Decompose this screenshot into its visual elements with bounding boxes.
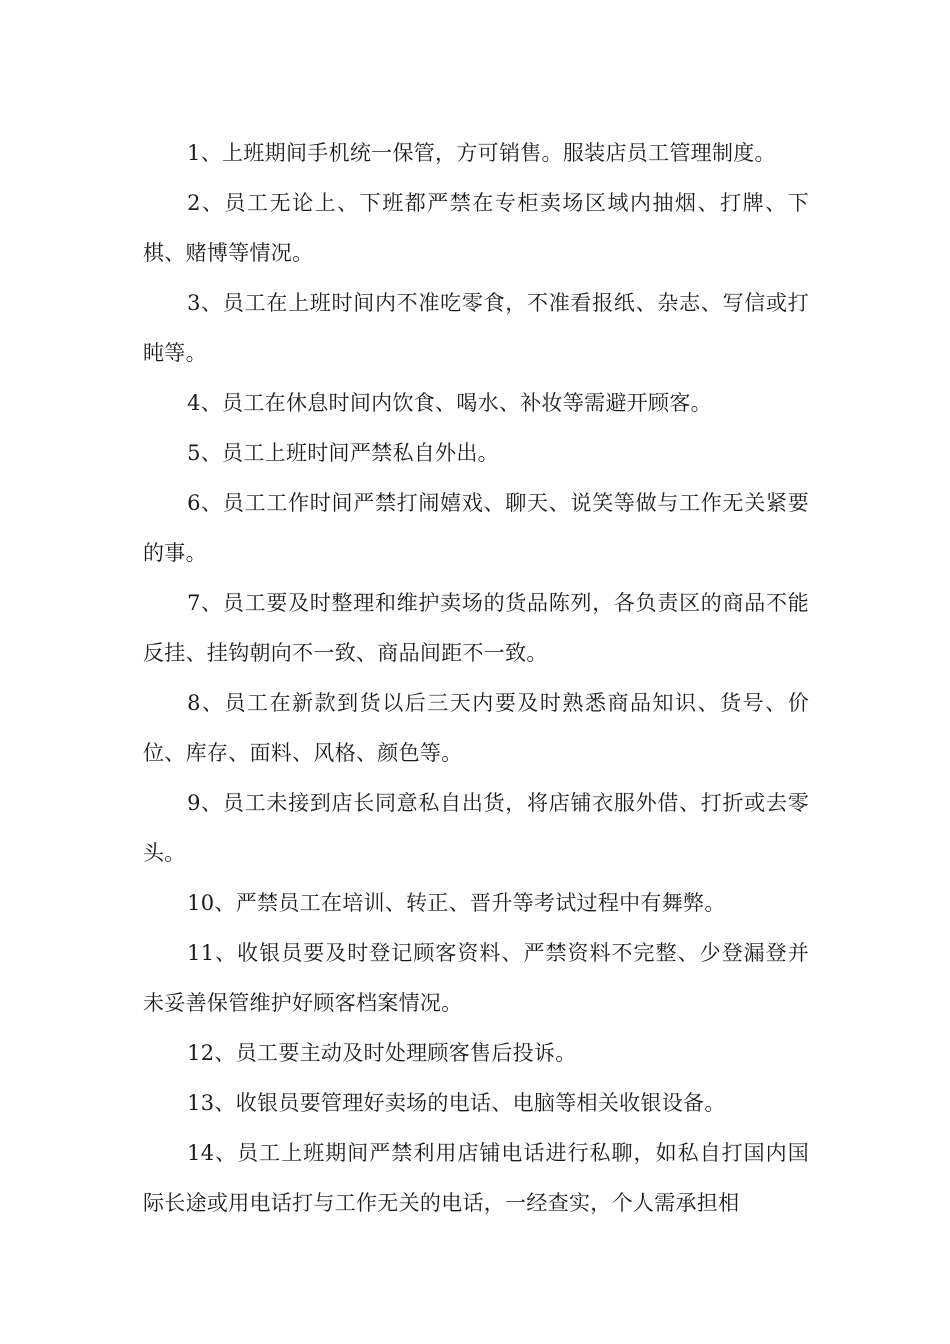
paragraph-12: 12、员工要主动及时处理顾客售后投诉。	[187, 1041, 577, 1065]
paragraph-5: 5、员工上班时间严禁私自外出。	[187, 441, 499, 465]
paragraph-8: 8、员工在新款到货以后三天内要及时熟悉商品知识、货号、价位、库存、面料、风格、颜色等。	[143, 691, 809, 765]
paragraph-4: 4、员工在休息时间内饮食、喝水、补妆等需避开顾客。	[187, 391, 712, 415]
paragraph-10: 10、严禁员工在培训、转正、晋升等考试过程中有舞弊。	[187, 891, 726, 915]
paragraph-14: 14、员工上班期间严禁利用店铺电话进行私聊，如私自打国内国际长途或用电话打与工作无关的电话，一经查实，个人需承担相	[143, 1141, 809, 1215]
paragraph-13: 13、收银员要管理好卖场的电话、电脑等相关收银设备。	[187, 1091, 726, 1115]
paragraph-6: 6、员工工作时间严禁打闹嬉戏、聊天、说笑等做与工作无关紧要的事。	[143, 491, 809, 565]
paragraph-11: 11、收银员要及时登记顾客资料、严禁资料不完整、少登漏登并未妥善保管维护好顾客档案情况。	[143, 941, 809, 1015]
paragraph-7: 7、员工要及时整理和维护卖场的货品陈列，各负责区的商品不能反挂、挂钩朝向不一致、商品间距不一致。	[143, 591, 809, 665]
paragraph-3: 3、员工在上班时间内不准吃零食，不准看报纸、杂志、写信或打盹等。	[143, 291, 809, 365]
document-body	[143, 128, 809, 1228]
paragraph-1: 1、上班期间手机统一保管，方可销售。服装店员工管理制度。	[187, 141, 776, 165]
paragraph-9: 9、员工未接到店长同意私自出货，将店铺衣服外借、打折或去零头。	[143, 791, 809, 865]
paragraph-2: 2、员工无论上、下班都严禁在专柜卖场区域内抽烟、打牌、下棋、赌博等情况。	[143, 191, 809, 265]
